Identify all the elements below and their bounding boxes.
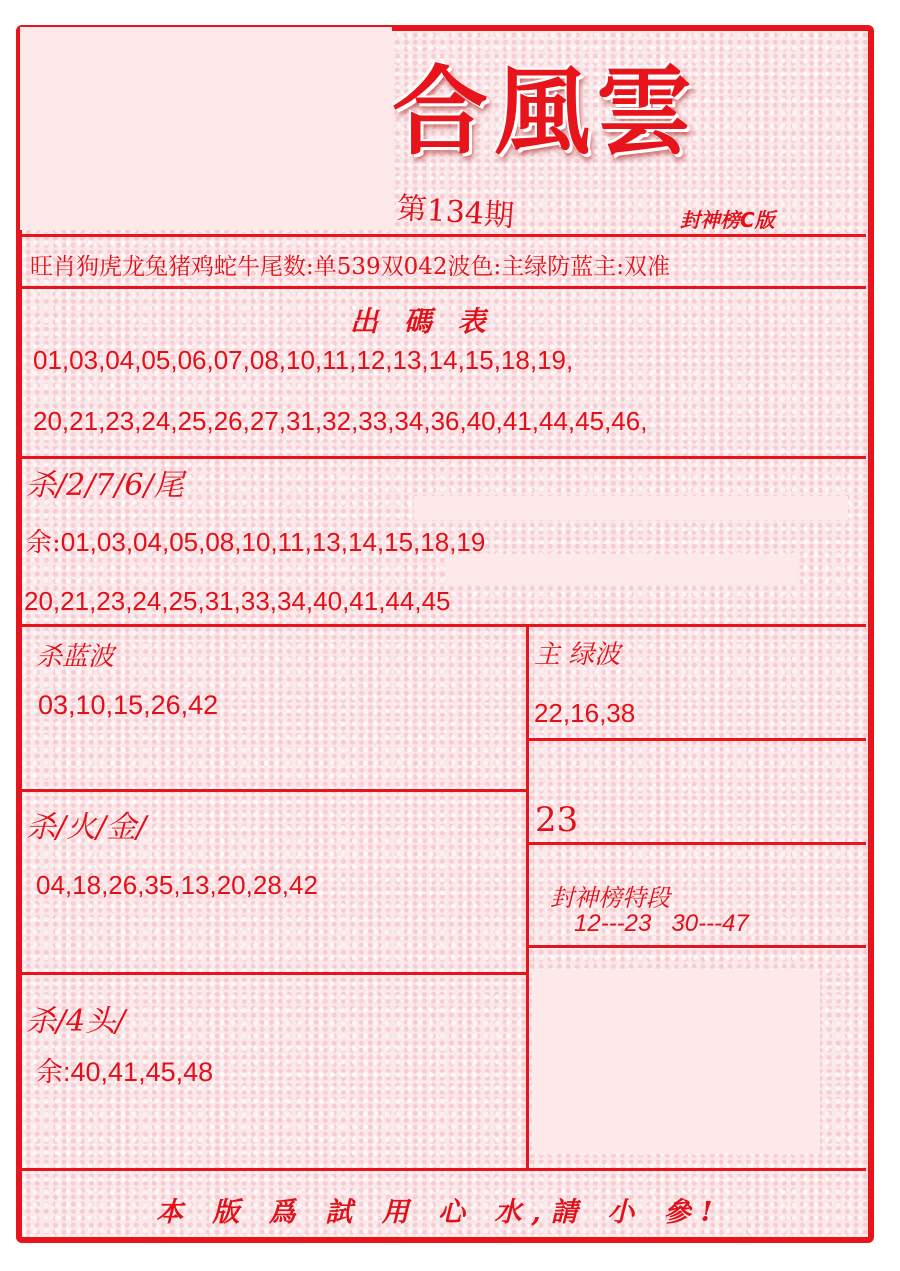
header-blank-area <box>20 27 392 230</box>
kill-blue-numbers: 03,10,15,26,42 <box>38 690 219 720</box>
remain-numbers-1: 01,03,04,05,08,10,11,13,14,15,18,19 <box>60 527 486 557</box>
kill-head-label: 杀/4头/ <box>26 1004 126 1039</box>
main-green-label: 主 绿波 <box>534 640 621 670</box>
remain-prefix: 余: <box>26 528 61 558</box>
kill-blue-label: 杀蓝波 <box>36 642 115 672</box>
draw-table-row-1: 01,03,04,05,06,07,08,10,11,12,13,14,15,18,19, <box>33 345 574 375</box>
draw-table-title: 出 碼 表 <box>350 305 494 338</box>
single-number: 23 <box>535 800 579 840</box>
header-title: 合風雲 <box>392 55 698 168</box>
kill-elements-numbers: 04,18,26,35,13,20,28,42 <box>36 870 318 900</box>
kill-head-remain-text: 余:40,41,45,48 <box>36 1057 214 1087</box>
kill-elements-label: 杀/火/金/ <box>26 810 147 845</box>
kill-tail-blank-1 <box>414 496 848 520</box>
main-green-numbers: 22,16,38 <box>534 698 636 728</box>
kill-tail-label: 杀/2/7/6/尾 <box>26 468 184 503</box>
footer-note: 本 版 爲 試 用 心 水,請 小 參! <box>156 1197 723 1228</box>
special-range-label: 封神榜特段 <box>550 884 670 912</box>
kill-tail-blank-2 <box>448 554 798 584</box>
special-range-values: 12---23 30---47 <box>574 910 749 937</box>
issue-number: 第134期 <box>395 190 516 235</box>
kill-head-remain <box>36 1050 213 1089</box>
edition-label: 封神榜C版 <box>680 208 775 232</box>
kill-tail-remain-row-2: 20,21,23,24,25,31,33,34,40,41,44,45 <box>24 586 451 616</box>
lower-right-blank <box>532 970 820 1154</box>
info-line: 旺肖狗虎龙兔猪鸡蛇牛尾数:单539双042波色:主绿防蓝主:双准 <box>30 254 671 280</box>
draw-table-row-2: 20,21,23,24,25,26,27,31,32,33,34,36,40,41,44,45,46, <box>33 406 648 436</box>
kill-tail-remain-row-1 <box>26 522 485 559</box>
